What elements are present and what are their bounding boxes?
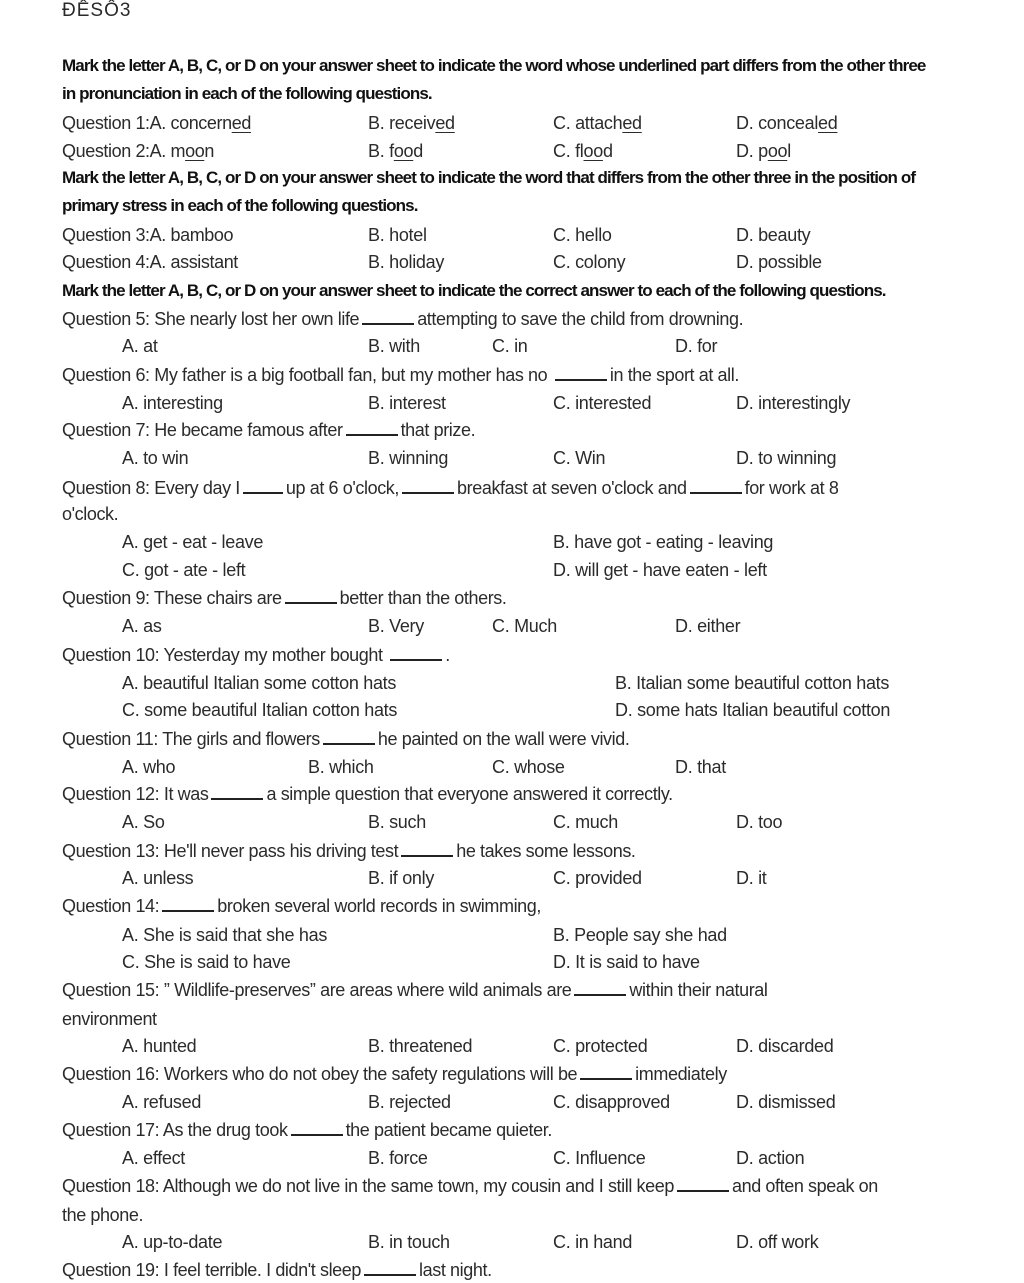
option-a[interactable]: A. moon bbox=[149, 141, 214, 161]
option-d[interactable]: D. for bbox=[675, 336, 718, 356]
option-c[interactable]: C. She is said to have bbox=[122, 952, 291, 972]
question-14: Question 14: broken several world records in swimming, bbox=[62, 896, 542, 916]
answer-blank bbox=[390, 645, 442, 661]
option-d[interactable]: D. possible bbox=[736, 252, 822, 272]
section-2-instruction: Mark the letter A, B, C, or D on your answer sheet to indicate the word that differs from the other three in the position of bbox=[62, 168, 916, 187]
option-a[interactable]: A. to win bbox=[122, 448, 189, 468]
option-d[interactable]: D. too bbox=[736, 812, 783, 832]
option-b[interactable]: B. Very bbox=[368, 616, 424, 636]
option-b[interactable]: B. winning bbox=[368, 448, 449, 468]
question-15-cont: environment bbox=[62, 1009, 157, 1029]
answer-blank bbox=[402, 478, 454, 494]
option-a[interactable]: A. as bbox=[122, 616, 162, 636]
option-d[interactable]: D. off work bbox=[736, 1232, 819, 1252]
answer-blank bbox=[401, 841, 453, 857]
option-c[interactable]: C. disapproved bbox=[553, 1092, 670, 1112]
option-c[interactable]: C. Much bbox=[492, 616, 557, 636]
option-a[interactable]: A. bamboo bbox=[149, 225, 234, 245]
question-6: Question 6: My father is a big football fan, but my mother has no in the sport at all. bbox=[62, 365, 739, 385]
option-d[interactable]: D. action bbox=[736, 1148, 805, 1168]
question-11: Question 11: The girls and flowers he painted on the wall were vivid. bbox=[62, 729, 630, 749]
option-b[interactable]: B. threatened bbox=[368, 1036, 473, 1056]
option-c[interactable]: C. hello bbox=[553, 225, 612, 245]
option-d[interactable]: D. that bbox=[675, 757, 726, 777]
question-2 bbox=[62, 138, 214, 164]
option-d[interactable]: D. to winning bbox=[736, 448, 837, 468]
option-b[interactable]: B. force bbox=[368, 1148, 428, 1168]
option-d[interactable]: D. either bbox=[675, 616, 741, 636]
option-b[interactable]: B. food bbox=[368, 141, 423, 161]
answer-blank bbox=[285, 588, 337, 604]
question-4: Question 4:A. assistant bbox=[62, 252, 238, 272]
option-c[interactable]: C. flood bbox=[553, 141, 613, 161]
question-8: Question 8: Every day I up at 6 o'clock, breakfast at seven o'clock and for work at 8 bbox=[62, 478, 839, 498]
option-c[interactable]: C. protected bbox=[553, 1036, 648, 1056]
question-18: Question 18: Although we do not live in the same town, my cousin and I still keep and often speak on bbox=[62, 1176, 878, 1196]
answer-blank bbox=[690, 478, 742, 494]
answer-blank bbox=[346, 420, 398, 436]
option-c[interactable]: C. in hand bbox=[553, 1232, 633, 1252]
option-d[interactable]: D. dismissed bbox=[736, 1092, 836, 1112]
option-b[interactable]: B. with bbox=[368, 336, 420, 356]
question-19: Question 19: I feel terrible. I didn't sleep last night. bbox=[62, 1260, 492, 1280]
option-b[interactable]: B. if only bbox=[368, 868, 435, 888]
option-d[interactable]: D. concealed bbox=[736, 113, 838, 133]
option-c[interactable]: C. Win bbox=[553, 448, 606, 468]
section-2-instruction-cont: primary stress in each of the following questions. bbox=[62, 196, 418, 215]
option-c[interactable]: C. some beautiful Italian cotton hats bbox=[122, 700, 398, 720]
option-c[interactable]: C. provided bbox=[553, 868, 642, 888]
question-label: Question 1: bbox=[62, 113, 150, 133]
option-a[interactable]: A. So bbox=[122, 812, 165, 832]
option-b[interactable]: B. have got - eating - leaving bbox=[553, 532, 774, 552]
option-d[interactable]: D. It is said to have bbox=[553, 952, 700, 972]
option-a[interactable]: A. assistant bbox=[149, 252, 238, 272]
option-a[interactable]: A. hunted bbox=[122, 1036, 197, 1056]
option-a[interactable]: A. refused bbox=[122, 1092, 202, 1112]
option-c[interactable]: C. got - ate - left bbox=[122, 560, 246, 580]
answer-blank bbox=[677, 1176, 729, 1192]
answer-blank bbox=[162, 896, 214, 912]
option-a[interactable]: A. interesting bbox=[122, 393, 223, 413]
question-8-cont: o'clock. bbox=[62, 504, 119, 524]
option-b[interactable]: B. interest bbox=[368, 393, 446, 413]
option-a[interactable]: A. effect bbox=[122, 1148, 186, 1168]
option-d[interactable]: D. will get - have eaten - left bbox=[553, 560, 767, 580]
option-b[interactable]: B. received bbox=[368, 113, 455, 133]
question-13: Question 13: He'll never pass his driving test he takes some lessons. bbox=[62, 841, 636, 861]
option-c[interactable]: C. interested bbox=[553, 393, 652, 413]
question-16: Question 16: Workers who do not obey the safety regulations will be immediately bbox=[62, 1064, 727, 1084]
option-a[interactable]: A. who bbox=[122, 757, 176, 777]
option-a[interactable]: A. unless bbox=[122, 868, 194, 888]
answer-blank bbox=[323, 729, 375, 745]
question-17: Question 17: As the drug took the patient became quieter. bbox=[62, 1120, 552, 1140]
option-b[interactable]: B. which bbox=[308, 757, 374, 777]
option-b[interactable]: B. in touch bbox=[368, 1232, 450, 1252]
answer-blank bbox=[211, 784, 263, 800]
option-b[interactable]: B. Italian some beautiful cotton hats bbox=[615, 673, 890, 693]
question-10: Question 10: Yesterday my mother bought . bbox=[62, 645, 450, 665]
option-c[interactable]: C. much bbox=[553, 812, 618, 832]
section-1-instruction-cont: in pronunciation in each of the following questions. bbox=[62, 84, 432, 103]
option-a[interactable]: A. at bbox=[122, 336, 158, 356]
answer-blank bbox=[574, 980, 626, 996]
option-c[interactable]: C. in bbox=[492, 336, 528, 356]
option-c[interactable]: C. attached bbox=[553, 113, 642, 133]
option-d[interactable]: D. it bbox=[736, 868, 767, 888]
question-7: Question 7: He became famous after that prize. bbox=[62, 420, 476, 440]
option-a[interactable]: A. She is said that she has bbox=[122, 925, 328, 945]
option-b[interactable]: B. holiday bbox=[368, 252, 445, 272]
option-c[interactable]: C. whose bbox=[492, 757, 565, 777]
option-b[interactable]: B. People say she had bbox=[553, 925, 727, 945]
question-12: Question 12: It was a simple question that everyone answered it correctly. bbox=[62, 784, 673, 804]
option-c[interactable]: C. colony bbox=[553, 252, 626, 272]
question-5: Question 5: She nearly lost her own life attempting to save the child from drowning. bbox=[62, 309, 744, 329]
option-d[interactable]: D. pool bbox=[736, 141, 791, 161]
option-b[interactable]: B. rejected bbox=[368, 1092, 451, 1112]
answer-blank bbox=[580, 1064, 632, 1080]
question-9: Question 9: These chairs are better than the others. bbox=[62, 588, 507, 608]
question-15: Question 15: ” Wildlife-preserves” are areas where wild animals are within their natural bbox=[62, 980, 768, 1000]
option-a[interactable]: A. beautiful Italian some cotton hats bbox=[122, 673, 397, 693]
exam-title: ĐỀSỐ3 bbox=[62, 0, 132, 21]
option-d[interactable]: D. interestingly bbox=[736, 393, 851, 413]
answer-blank bbox=[364, 1260, 416, 1276]
section-1-instruction: Mark the letter A, B, C, or D on your answer sheet to indicate the word whose underlined part differs from the other three bbox=[62, 56, 926, 75]
option-d[interactable]: D. some hats Italian beautiful cotton bbox=[615, 700, 891, 720]
option-a[interactable]: A. get - eat - leave bbox=[122, 532, 264, 552]
answer-blank bbox=[555, 365, 607, 381]
question-1 bbox=[62, 110, 251, 136]
option-b[interactable]: B. such bbox=[368, 812, 426, 832]
section-3-instruction: Mark the letter A, B, C, or D on your answer sheet to indicate the correct answer to each of the following questions. bbox=[62, 281, 886, 300]
option-a[interactable]: A. concerned bbox=[149, 113, 251, 133]
question-18-cont: the phone. bbox=[62, 1205, 144, 1225]
option-c[interactable]: C. Influence bbox=[553, 1148, 646, 1168]
question-label: Question 2: bbox=[62, 141, 150, 161]
answer-blank bbox=[243, 478, 283, 494]
question-3: Question 3:A. bamboo bbox=[62, 225, 234, 245]
answer-blank bbox=[291, 1120, 343, 1136]
option-d[interactable]: D. discarded bbox=[736, 1036, 834, 1056]
option-b[interactable]: B. hotel bbox=[368, 225, 427, 245]
answer-blank bbox=[362, 309, 414, 325]
option-a[interactable]: A. up-to-date bbox=[122, 1232, 223, 1252]
option-d[interactable]: D. beauty bbox=[736, 225, 811, 245]
